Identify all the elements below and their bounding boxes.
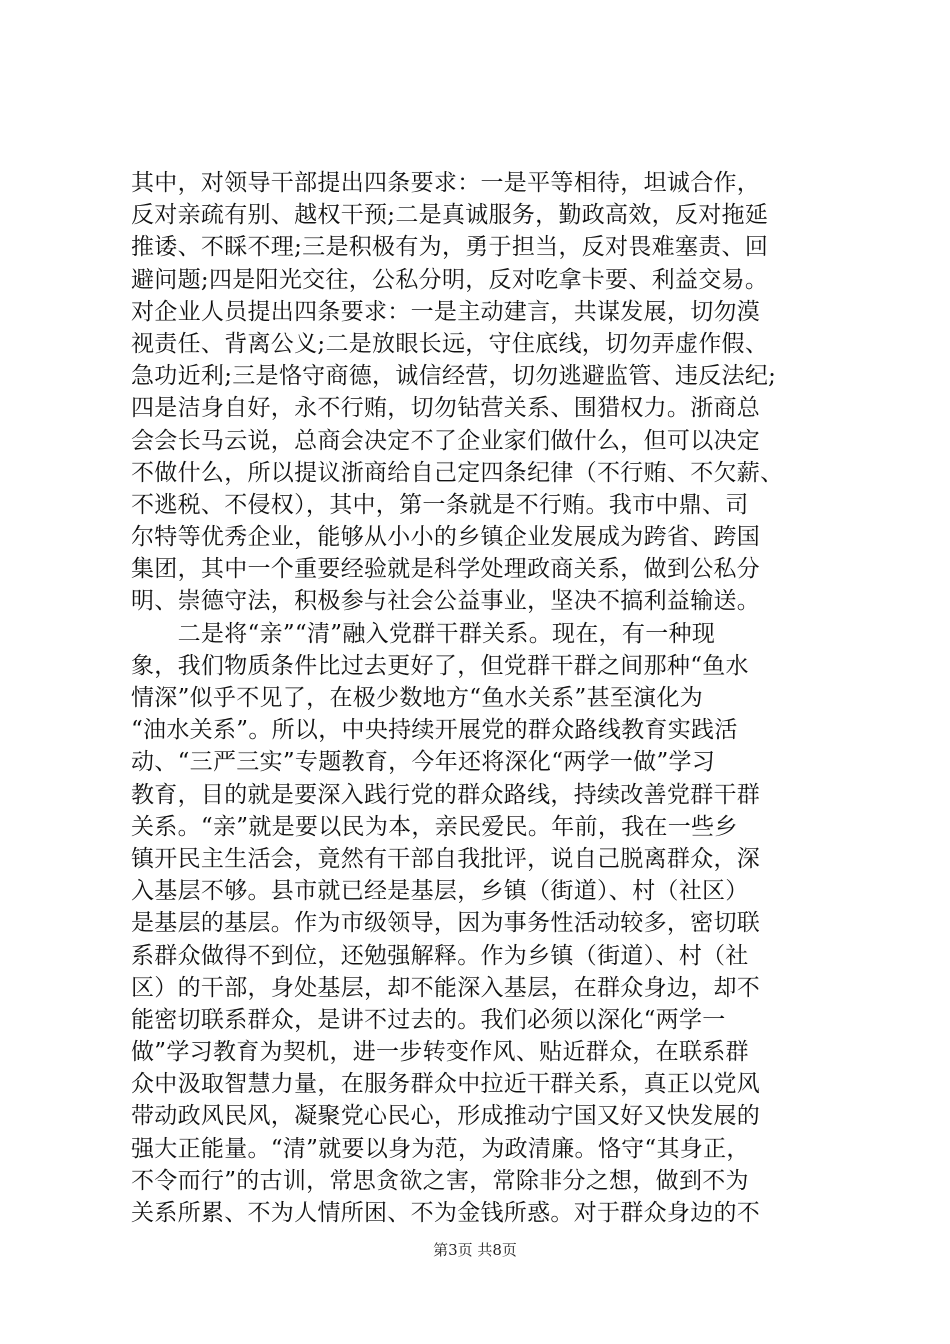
text-line: 区）的干部，身处基层，却不能深入基层，在群众身边，却不 (131, 974, 761, 1001)
text-line: 象，我们物质条件比过去更好了，但党群干群之间那种“鱼水 (131, 652, 749, 679)
text-line: 不逃税、不侵权），其中，第一条就是不行贿。我市中鼎、司 (131, 491, 749, 518)
text-line: 关系。“亲”就是要以民为本，亲民爱民。年前，我在一些乡 (131, 813, 738, 840)
text-line: 强大正能量。“清”就要以身为范，为政清廉。恪守“其身正， (131, 1135, 750, 1162)
text-line: 避问题;四是阳光交往，公私分明，反对吃拿卡要、利益交易。 (131, 266, 769, 293)
text-line: 不做什么，所以提议浙商给自己定四条纪律（不行贿、不欠薪、 (131, 459, 784, 486)
text-line: 动、“三严三实”专题教育，今年还将深化“两学一做”学习 (131, 749, 716, 776)
text-line: 四是洁身自好，永不行贿，切勿钻营关系、围猎权力。浙商总 (131, 395, 761, 422)
text-line: 推诿、不睬不理;三是积极有为，勇于担当，反对畏难塞责、回 (131, 234, 769, 261)
text-line: 不令而行”的古训，常思贪欲之害，常除非分之想，做到不为 (131, 1167, 749, 1194)
text-line: 尔特等优秀企业，能够从小小的乡镇企业发展成为跨省、跨国 (131, 524, 761, 551)
text-line: 情深”似乎不见了，在极少数地方“鱼水关系”甚至演化为 (131, 685, 704, 711)
text-line: 教育，目的就是要深入践行党的群众路线，持续改善党群干群 (131, 781, 761, 808)
text-line: 急功近利;三是恪守商德，诚信经营，切勿逃避监管、违反法纪; (131, 363, 777, 390)
text-line: 做”学习教育为契机，进一步转变作风、贴近群众，在联系群 (131, 1039, 749, 1066)
text-line: 对企业人员提出四条要求：一是主动建言，共谋发展，切勿漠 (131, 298, 761, 325)
text-line: 系群众做得不到位，还勉强解释。作为乡镇（街道）、村（社 (131, 942, 749, 969)
text-line: 关系所累、不为人情所困、不为金钱所惑。对于群众身边的不 (131, 1200, 761, 1226)
text-line: 是基层的基层。作为市级领导，因为事务性活动较多，密切联 (131, 910, 761, 937)
text-line: 明、崇德守法，积极参与社会公益事业，坚决不搞利益输送。 (131, 588, 761, 615)
text-line: 众中汲取智慧力量，在服务群众中拉近干群关系，真正以党风 (131, 1071, 761, 1098)
text-line: 能密切联系群众，是讲不过去的。我们必须以深化“两学一 (131, 1006, 726, 1033)
page-footer: 第3页 共8页 (433, 1241, 517, 1259)
text-line: 入基层不够。县市就已经是基层，乡镇（街道）、村（社区） (131, 878, 749, 905)
text-line: 二是将“亲”“清”融入党群干群关系。现在，有一种现 (131, 620, 716, 647)
text-line: 带动政风民风，凝聚党心民心，形成推动宁国又好又快发展的 (131, 1103, 761, 1130)
text-line: 集团，其中一个重要经验就是科学处理政商关系，做到公私分 (131, 556, 761, 583)
text-line: 会会长马云说，总商会决定不了企业家们做什么，但可以决定 (131, 427, 761, 454)
text-line: 其中，对领导干部提出四条要求：一是平等相待，坦诚合作， (131, 170, 761, 196)
body-text (131, 167, 831, 1229)
text-line: 视责任、背离公义;二是放眼长远，守住底线，切勿弄虚作假、 (131, 330, 769, 357)
text-line: 镇开民主生活会，竟然有干部自我批评，说自己脱离群众，深 (131, 845, 761, 872)
text-line: “油水关系”。所以，中央持续开展党的群众路线教育实践活 (131, 717, 738, 744)
text-line: 反对亲疏有别、越权干预;二是真诚服务，勤政高效，反对拖延 (131, 202, 769, 229)
